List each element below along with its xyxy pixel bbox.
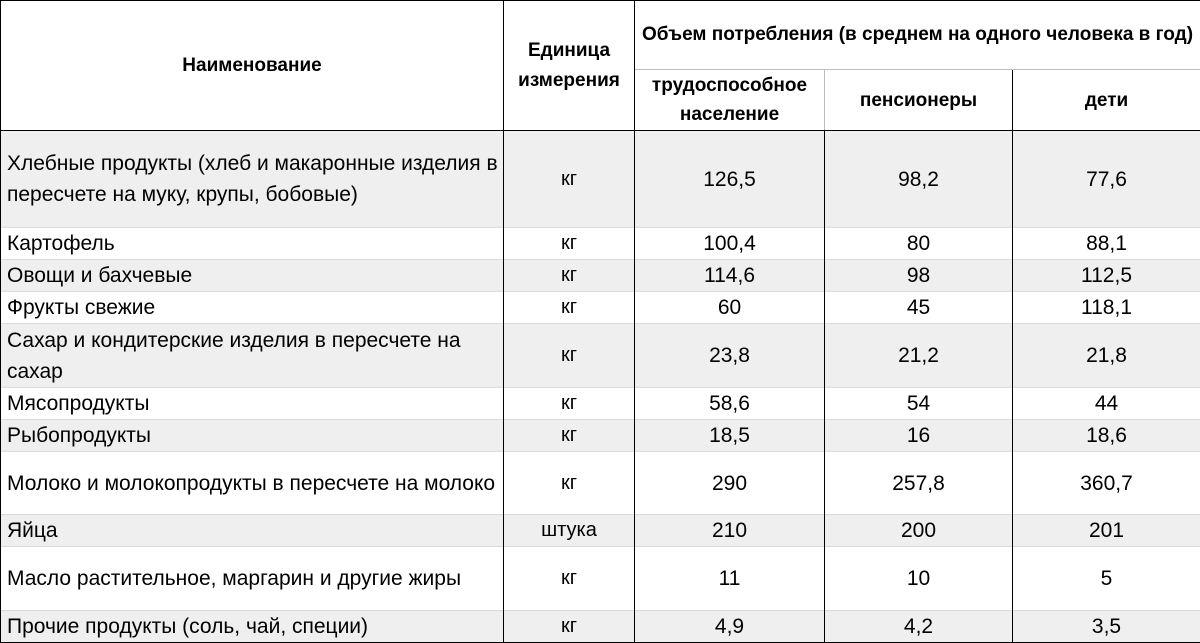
table-row: [1, 452, 1200, 515]
pensioners-value-cell: 257,8: [825, 452, 1013, 515]
children-value-cell: 44: [1013, 388, 1200, 420]
header-unit: Единица измерения: [504, 1, 635, 131]
table-row: [1, 420, 1200, 452]
table-row: [1, 547, 1200, 611]
header-children: дети: [1013, 70, 1200, 131]
product-name-cell: Яйца: [1, 515, 504, 547]
pensioners-value-cell: 54: [825, 388, 1013, 420]
pensioners-value-cell: 200: [825, 515, 1013, 547]
working-value-cell: 58,6: [635, 388, 825, 420]
working-value-cell: 290: [635, 452, 825, 515]
children-value-cell: 5: [1013, 547, 1200, 611]
pensioners-value-cell: 16: [825, 420, 1013, 452]
children-value-cell: 18,6: [1013, 420, 1200, 452]
table-row: [1, 292, 1200, 324]
children-value-cell: 88,1: [1013, 228, 1200, 260]
table-row: [1, 515, 1200, 547]
table-row: [1, 388, 1200, 420]
header-working-population: трудоспособное население: [635, 70, 825, 131]
pensioners-value-cell: 45: [825, 292, 1013, 324]
unit-cell: кг: [504, 260, 635, 292]
working-value-cell: 11: [635, 547, 825, 611]
children-value-cell: 201: [1013, 515, 1200, 547]
unit-cell: кг: [504, 292, 635, 324]
working-value-cell: 100,4: [635, 228, 825, 260]
unit-cell: кг: [504, 611, 635, 643]
table-row: [1, 228, 1200, 260]
product-name-cell: Мясопродукты: [1, 388, 504, 420]
working-value-cell: 4,9: [635, 611, 825, 643]
product-name-cell: Картофель: [1, 228, 504, 260]
product-name-cell: Фрукты свежие: [1, 292, 504, 324]
working-value-cell: 114,6: [635, 260, 825, 292]
product-name-cell: Рыбопродукты: [1, 420, 504, 452]
product-name-cell: Овощи и бахчевые: [1, 260, 504, 292]
header-pensioners: пенсионеры: [825, 70, 1013, 131]
working-value-cell: 126,5: [635, 131, 825, 228]
children-value-cell: 21,8: [1013, 324, 1200, 388]
working-value-cell: 60: [635, 292, 825, 324]
children-value-cell: 360,7: [1013, 452, 1200, 515]
unit-cell: кг: [504, 324, 635, 388]
unit-cell: кг: [504, 228, 635, 260]
pensioners-value-cell: 80: [825, 228, 1013, 260]
unit-cell: кг: [504, 547, 635, 611]
pensioners-value-cell: 21,2: [825, 324, 1013, 388]
unit-cell: кг: [504, 452, 635, 515]
header-name: Наименование: [1, 1, 504, 131]
table-body: [1, 131, 1200, 643]
working-value-cell: 18,5: [635, 420, 825, 452]
children-value-cell: 118,1: [1013, 292, 1200, 324]
product-name-cell: Молоко и молокопродукты в пересчете на молоко: [1, 452, 504, 515]
pensioners-value-cell: 4,2: [825, 611, 1013, 643]
working-value-cell: 210: [635, 515, 825, 547]
product-name-cell: Прочие продукты (соль, чай, специи): [1, 611, 504, 643]
children-value-cell: 112,5: [1013, 260, 1200, 292]
table-row: [1, 324, 1200, 388]
children-value-cell: 3,5: [1013, 611, 1200, 643]
table-row: [1, 611, 1200, 643]
pensioners-value-cell: 98,2: [825, 131, 1013, 228]
product-name-cell: Сахар и кондитерские изделия в пересчете на сахар: [1, 324, 504, 388]
product-name-cell: Хлебные продукты (хлеб и макаронные изделия в пересчете на муку, крупы, бобовые): [1, 131, 504, 228]
unit-cell: кг: [504, 420, 635, 452]
table-header: [1, 1, 1200, 131]
header-consumption: Объем потребления (в среднем на одного человека в год): [635, 1, 1200, 70]
unit-cell: кг: [504, 388, 635, 420]
working-value-cell: 23,8: [635, 324, 825, 388]
pensioners-value-cell: 10: [825, 547, 1013, 611]
table-row: [1, 131, 1200, 228]
pensioners-value-cell: 98: [825, 260, 1013, 292]
product-name-cell: Масло растительное, маргарин и другие жиры: [1, 547, 504, 611]
children-value-cell: 77,6: [1013, 131, 1200, 228]
unit-cell: штука: [504, 515, 635, 547]
table-row: [1, 260, 1200, 292]
unit-cell: кг: [504, 131, 635, 228]
